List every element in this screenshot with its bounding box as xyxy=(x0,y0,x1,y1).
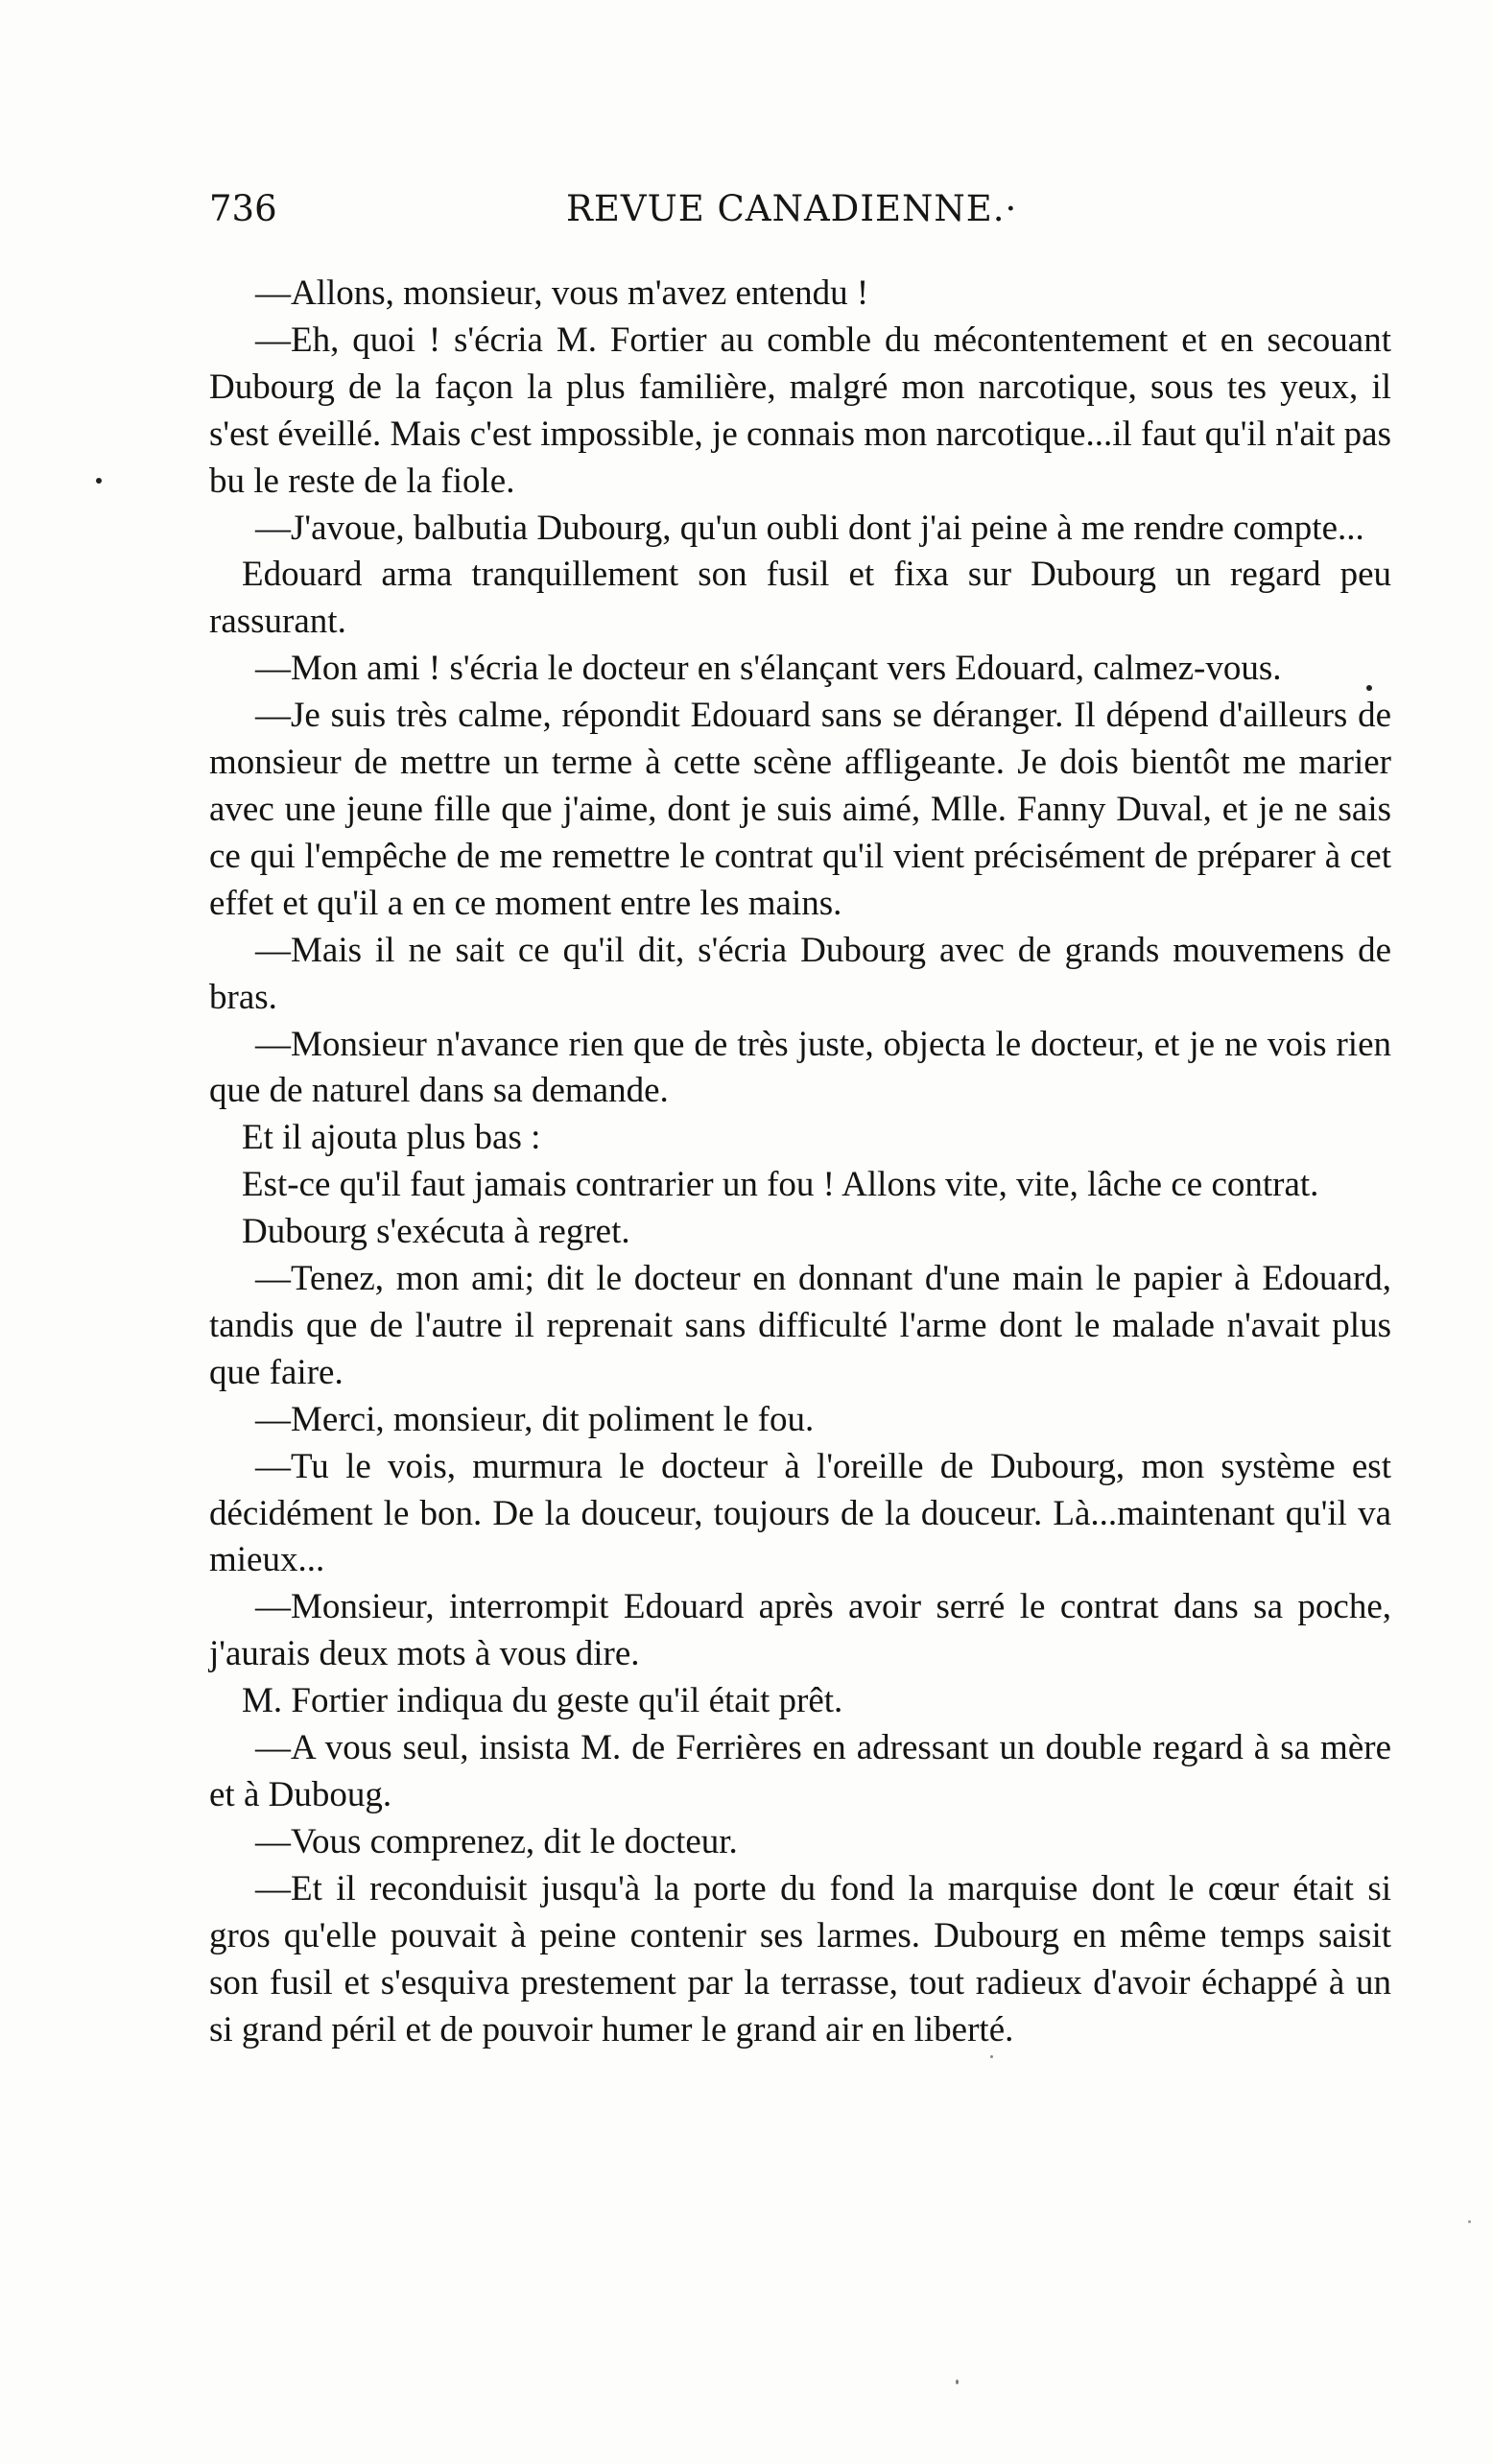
print-speck xyxy=(990,2055,993,2058)
paragraph: Edouard arma tranquillement son fusil et fixa sur Dubourg un regard peu rassurant. xyxy=(209,555,1391,642)
paragraph: —Et il reconduisit jusqu'à la porte du fond la marquise dont le cœur était si gros qu'elle pouvait à peine contenir ses larmes. Dubourg en même temps saisit son fusil et s'esquiva prestement par la terrasse, tout radieux d'avoir échappé à un si grand péril et de pouvoir humer le grand air en liberté. xyxy=(209,1868,1391,2049)
paragraph: —Monsieur, interrompit Edouard après avoir serré le contrat dans sa poche, j'aurais deux mots à vous dire. xyxy=(209,1587,1391,1674)
print-speck xyxy=(1366,685,1372,691)
print-speck xyxy=(956,2380,959,2384)
print-speck xyxy=(1468,2220,1471,2223)
paragraph: —A vous seul, insista M. de Ferrières en adressant un double regard à sa mère et à Duboug. xyxy=(209,1728,1391,1814)
paragraph: Dubourg s'exécuta à regret. xyxy=(242,1212,630,1252)
paragraph: —Mais il ne sait ce qu'il dit, s'écria Dubourg avec de grands mouvemens de bras. xyxy=(209,930,1391,1017)
paragraph: —Tu le vois, murmura le docteur à l'oreille de Dubourg, mon système est décidément le bon. De la douceur, toujours de la douceur. Là...maintenant qu'il va mieux... xyxy=(209,1446,1391,1580)
page-number: 736 xyxy=(209,188,277,229)
paragraph: Et il ajouta plus bas : xyxy=(242,1118,541,1158)
paragraph: —Merci, monsieur, dit poliment le fou. xyxy=(255,1399,815,1439)
page-body xyxy=(209,271,1391,2053)
paragraph: M. Fortier indiqua du geste qu'il était prêt. xyxy=(242,1681,843,1721)
page-header xyxy=(209,188,1391,236)
paragraph: —Je suis très calme, répondit Edouard sans se déranger. Il dépend d'ailleurs de monsieur de mettre un terme à cette scène affligeante. Je dois bientôt me marier avec une jeune fille que j'aime, dont je suis aimé, Mlle. Fanny Duval, et je ne sais ce qui l'empêche de me remettre le contrat qu'il vient précisément de préparer à cet effet et qu'il a en ce moment entre les mains. xyxy=(209,696,1391,923)
paragraph: Est-ce qu'il faut jamais contrarier un fou ! Allons vite, vite, lâche ce contrat. xyxy=(242,1165,1319,1205)
paragraph: —Tenez, mon ami; dit le docteur en donnant d'une main le papier à Edouard, tandis que de l'autre il reprenait sans difficulté l'arme dont le malade n'avait plus que faire. xyxy=(209,1259,1391,1392)
running-head: REVUE CANADIENNE.· xyxy=(566,188,1018,229)
paragraph: —Eh, quoi ! s'écria M. Fortier au comble du mécontentement et en secouant Dubourg de la façon la plus familière, malgré mon narcotique, sous tes yeux, il s'est éveillé. Mais c'est impossible, je connais mon narcotique...il faut qu'il n'ait pas bu le reste de la fiole. xyxy=(209,320,1391,501)
paragraph: —Monsieur n'avance rien que de très juste, objecta le docteur, et je ne vois rien que de naturel dans sa demande. xyxy=(209,1024,1391,1111)
paragraph: —Allons, monsieur, vous m'avez entendu ! xyxy=(255,273,869,313)
print-speck xyxy=(96,478,102,484)
paragraph: —Mon ami ! s'écria le docteur en s'élançant vers Edouard, calmez-vous. xyxy=(255,649,1282,689)
paragraph: —J'avoue, balbutia Dubourg, qu'un oubli dont j'ai peine à me rendre compte... xyxy=(255,508,1364,548)
paragraph: —Vous comprenez, dit le docteur. xyxy=(255,1821,738,1861)
